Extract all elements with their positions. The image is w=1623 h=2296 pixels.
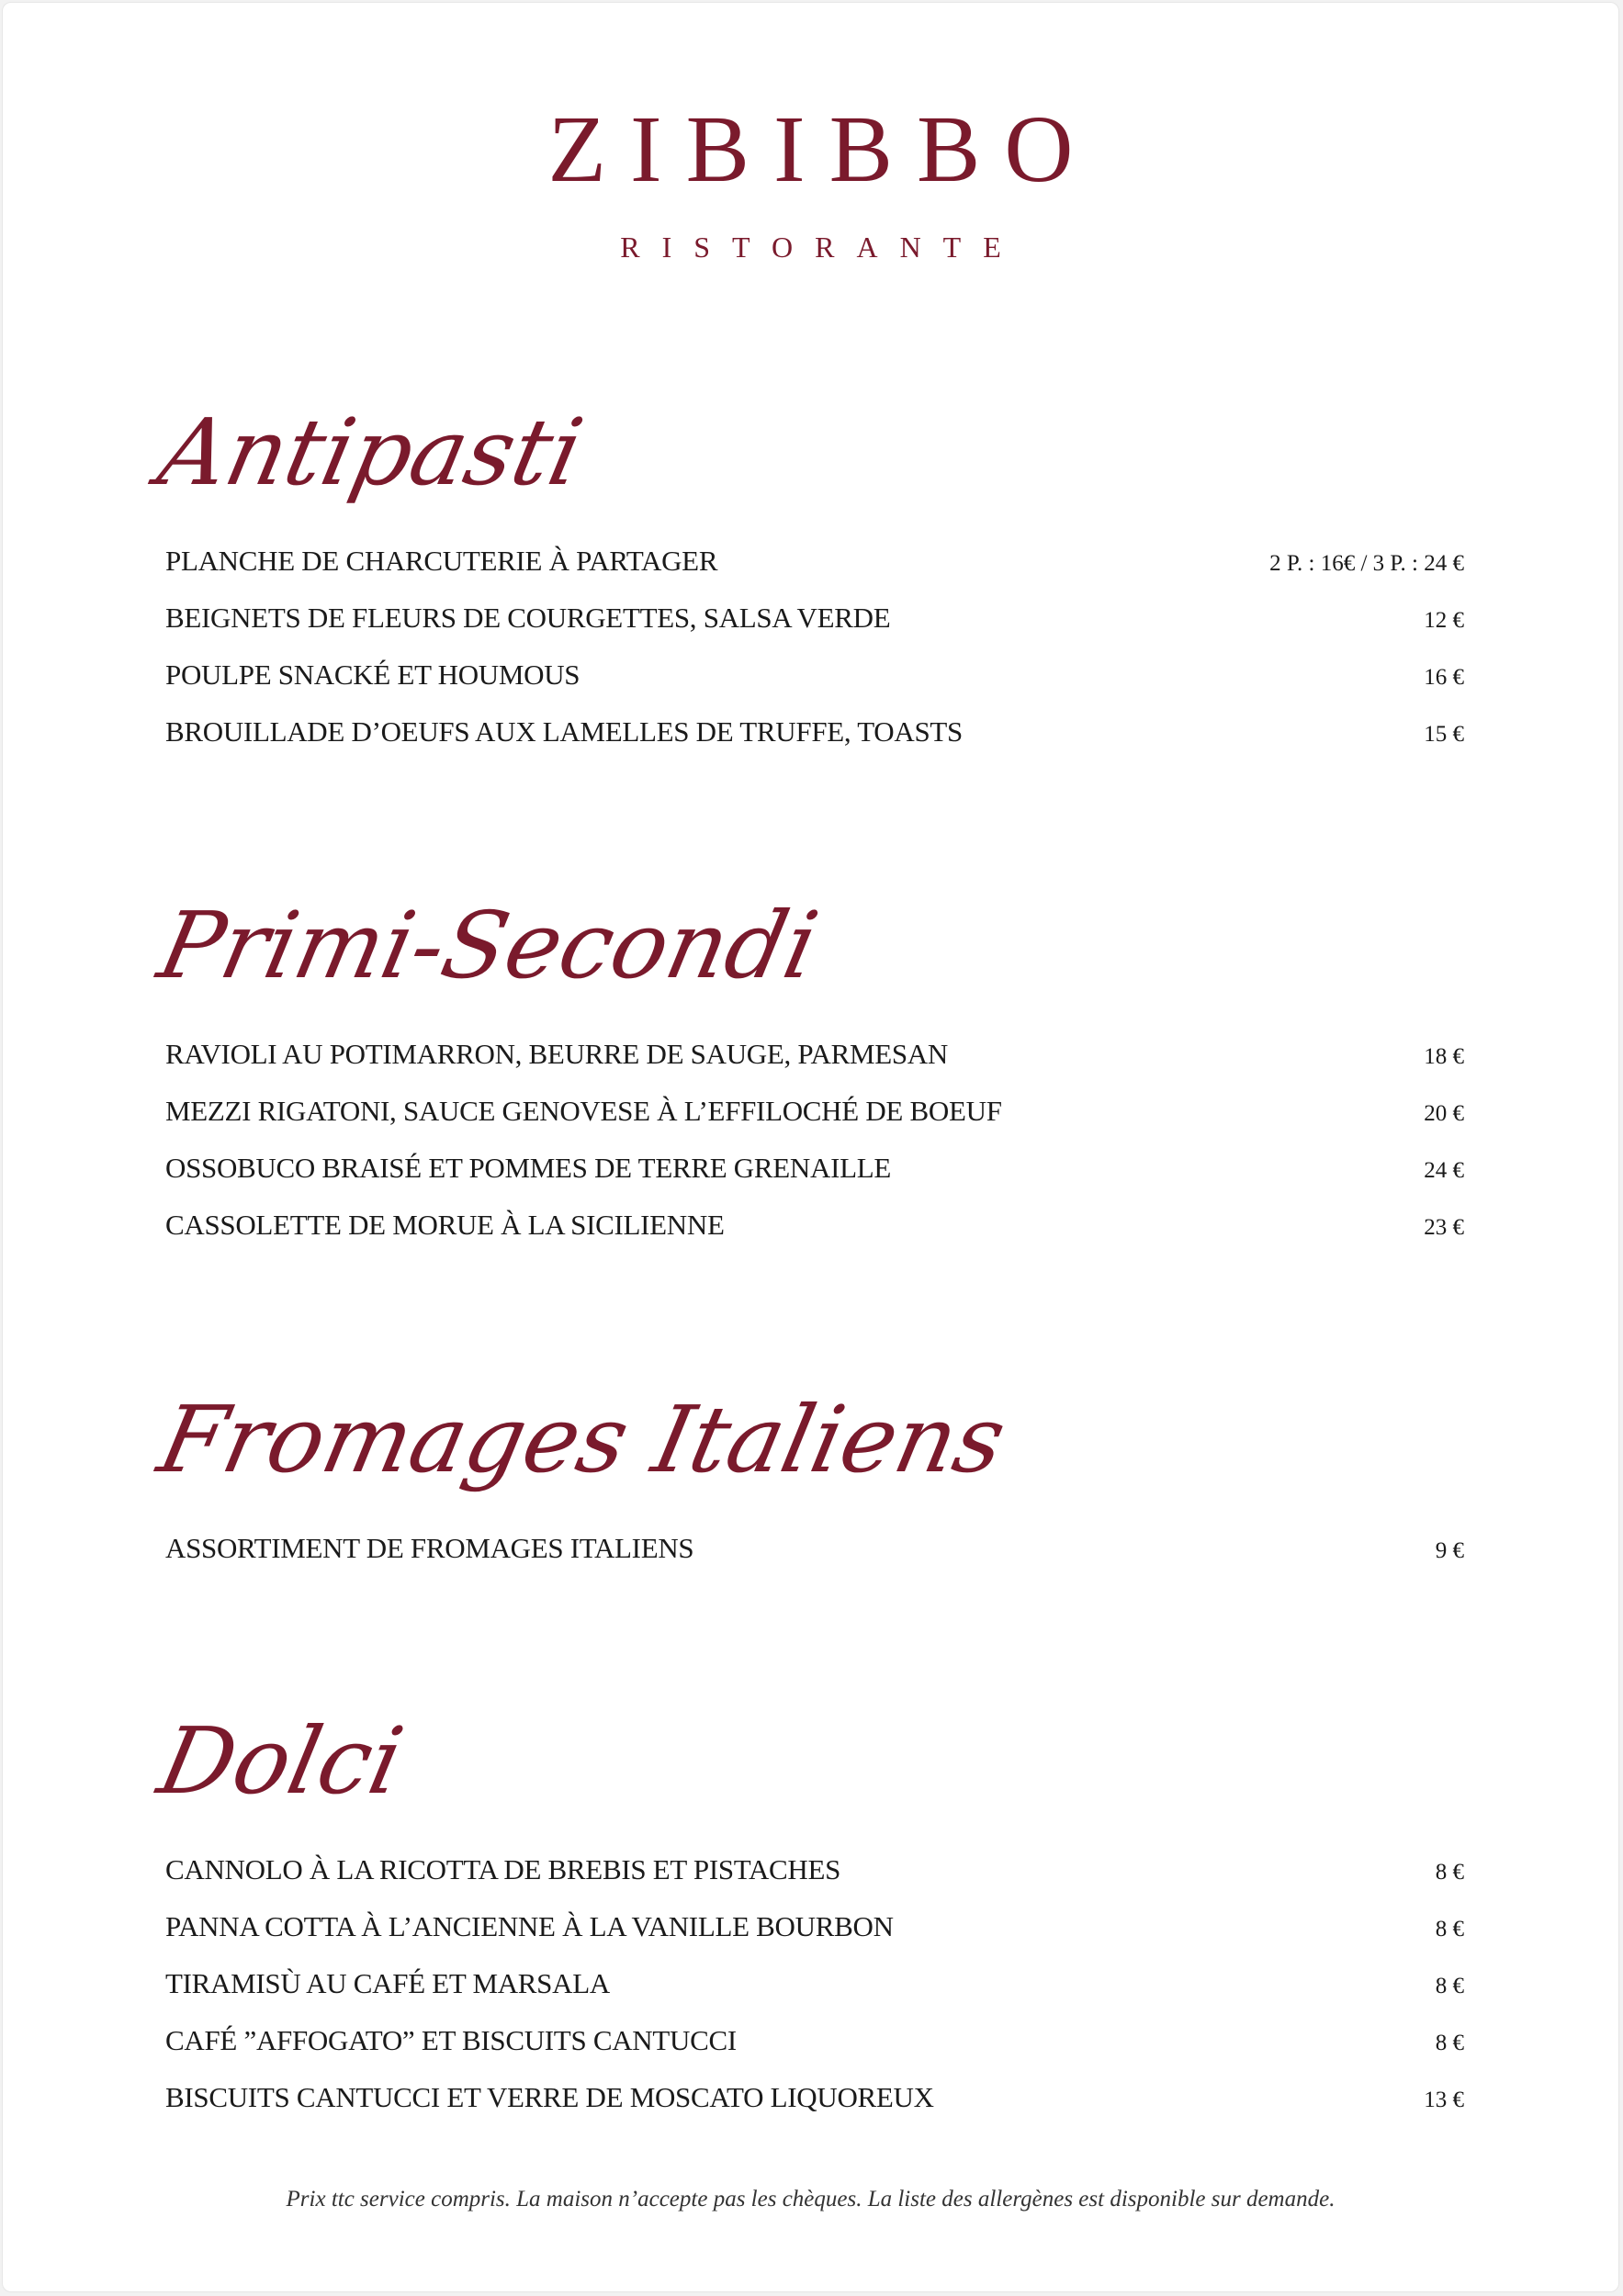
item-name: CANNOLO À LA RICOTTA DE BREBIS ET PISTACHES	[165, 1853, 841, 1885]
menu-page	[2, 2, 1619, 2292]
menu-items	[165, 1038, 1464, 1266]
item-name: BISCUITS CANTUCCI ET VERRE DE MOSCATO LIQUOREUX	[165, 2081, 934, 2113]
item-name: PANNA COTTA À L’ANCIENNE À LA VANILLE BOURBON	[165, 1910, 894, 1942]
item-price: 18 €	[1424, 1044, 1464, 1069]
item-price: 9 €	[1435, 1538, 1464, 1563]
item-name: POULPE SNACKÉ ET HOUMOUS	[165, 658, 580, 691]
menu-item	[165, 658, 1464, 715]
item-price: 8 €	[1435, 2031, 1464, 2055]
item-name: RAVIOLI AU POTIMARRON, BEURRE DE SAUGE, PARMESAN	[165, 1038, 948, 1070]
item-name: MEZZI RIGATONI, SAUCE GENOVESE À L’EFFILOCHÉ DE BOEUF	[165, 1095, 1002, 1127]
menu-items	[165, 1853, 1464, 2138]
item-name: PLANCHE DE CHARCUTERIE À PARTAGER	[165, 545, 718, 577]
item-price: 15 €	[1424, 722, 1464, 747]
item-price: 16 €	[1424, 665, 1464, 690]
item-name: CAFÉ ”AFFOGATO” ET BISCUITS CANTUCCI	[165, 2024, 737, 2056]
footer-note: Prix ttc service compris. La maison n’accepte pas les chèques. La liste des allergènes est disponible sur demande.	[286, 2187, 1336, 2212]
menu-item	[165, 1095, 1464, 1152]
item-price: 2 P. : 16€ / 3 P. : 24 €	[1269, 551, 1464, 576]
section-title: Fromages Italiens	[150, 1386, 1015, 1493]
menu-item	[165, 1532, 1464, 1589]
menu-item	[165, 1853, 1464, 1910]
section-title: Dolci	[150, 1707, 412, 1815]
item-name: BROUILLADE D’OEUFS AUX LAMELLES DE TRUFFE, TOASTS	[165, 715, 963, 748]
menu-item	[165, 1038, 1464, 1095]
menu-items	[165, 1532, 1464, 1589]
item-name: ASSORTIMENT DE FROMAGES ITALIENS	[165, 1532, 694, 1564]
restaurant-name: ZIBIBBO	[547, 96, 1098, 202]
menu-item	[165, 2081, 1464, 2138]
menu-item	[165, 1152, 1464, 1209]
item-price: 8 €	[1435, 1860, 1464, 1885]
menu-item	[165, 1209, 1464, 1266]
item-price: 8 €	[1435, 1974, 1464, 1998]
menu-items	[165, 545, 1464, 772]
item-price: 20 €	[1424, 1101, 1464, 1126]
menu-item	[165, 1910, 1464, 1967]
item-name: TIRAMISÙ AU CAFÉ ET MARSALA	[165, 1967, 610, 1999]
restaurant-logo	[3, 96, 1618, 264]
item-name: CASSOLETTE DE MORUE À LA SICILIENNE	[165, 1209, 725, 1241]
section-title: Primi-Secondi	[150, 892, 828, 999]
item-name: OSSOBUCO BRAISÉ ET POMMES DE TERRE GRENAILLE	[165, 1152, 892, 1184]
section-title: Antipasti	[150, 399, 592, 506]
menu-item	[165, 545, 1464, 602]
menu-item	[165, 715, 1464, 772]
item-price: 23 €	[1424, 1215, 1464, 1240]
item-price: 8 €	[1435, 1917, 1464, 1941]
item-price: 24 €	[1424, 1158, 1464, 1183]
item-name: BEIGNETS DE FLEURS DE COURGETTES, SALSA VERDE	[165, 602, 891, 634]
restaurant-subtitle: RISTORANTE	[620, 231, 1023, 264]
item-price: 13 €	[1424, 2088, 1464, 2112]
menu-item	[165, 1967, 1464, 2024]
menu-item	[165, 602, 1464, 658]
item-price: 12 €	[1424, 608, 1464, 633]
menu-item	[165, 2024, 1464, 2081]
